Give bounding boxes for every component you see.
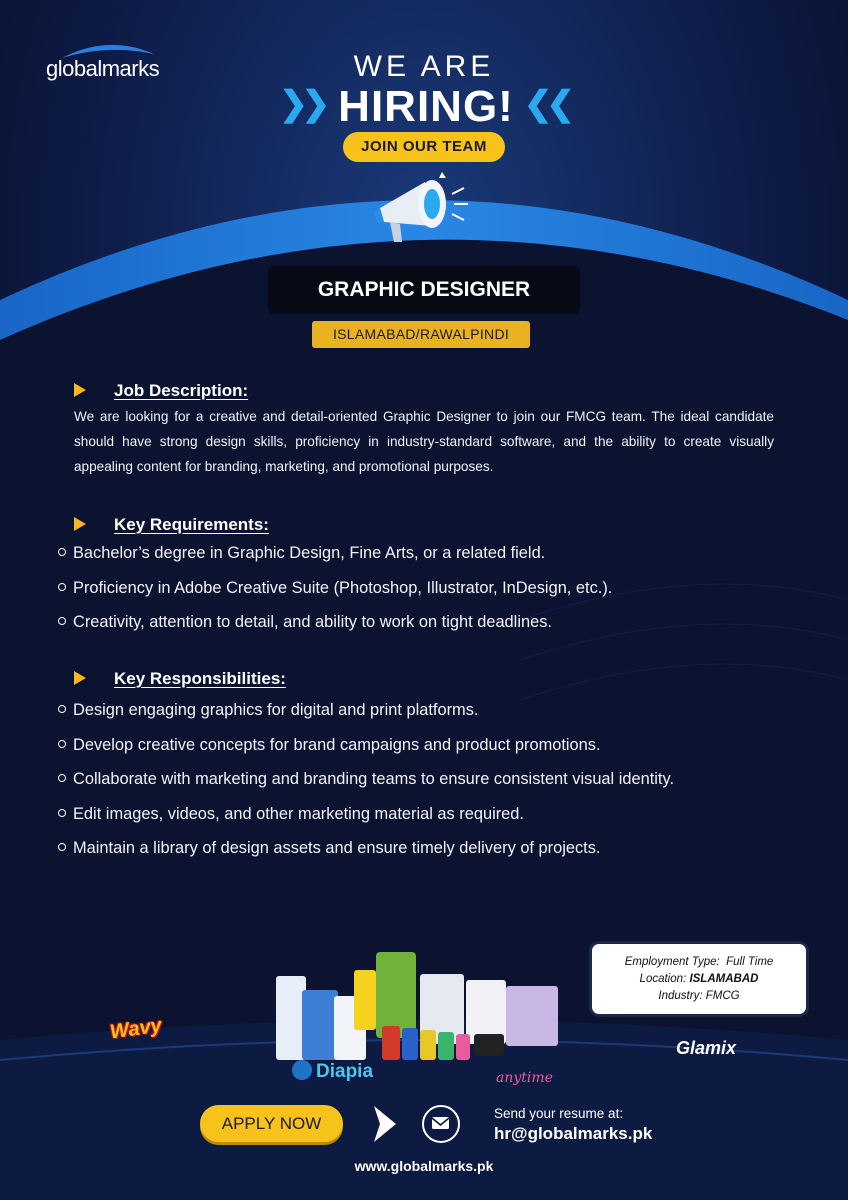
play-arrow-icon: [74, 383, 86, 397]
bullet-icon: [58, 843, 66, 851]
bullet-icon: [58, 617, 66, 625]
industry-row: Industry: FMCG: [658, 990, 740, 1002]
bullet-icon: [58, 705, 66, 713]
we-are-heading: WE ARE: [353, 50, 495, 83]
mail-icon[interactable]: [422, 1105, 460, 1143]
email-link[interactable]: hr@globalmarks.pk: [494, 1124, 653, 1143]
send-resume-label: Send your resume at:: [494, 1106, 624, 1121]
anytime-brand-logo: anytime: [496, 1070, 553, 1086]
location-row: Location: ISLAMABAD: [639, 973, 759, 985]
list-item: Develop creative concepts for brand campaigns and product promotions.: [58, 728, 818, 763]
bullet-icon: [58, 583, 66, 591]
diapia-badge-icon: [292, 1060, 312, 1080]
requirements-list: [58, 536, 818, 640]
job-location-badge: ISLAMABAD/RAWALPINDI: [312, 321, 530, 348]
list-item: Design engaging graphics for digital and print platforms.: [58, 693, 818, 728]
bullet-icon: [58, 774, 66, 782]
key-responsibilities-heading: Key Responsibilities:: [74, 669, 286, 689]
play-arrow-icon: [74, 517, 86, 531]
employment-info-card: [592, 944, 806, 1014]
diapia-brand-logo: Diapia: [292, 1060, 373, 1083]
product-lineup-image: [270, 946, 570, 1066]
job-description-text: We are looking for a creative and detail-oriented Graphic Designer to join our FMCG team. The ideal candidate should have strong design skills, proficiency in industry-standard software, and the ability to create visually appealing content for branding, marketing, and promotional purposes.: [74, 409, 774, 474]
bullet-icon: [58, 809, 66, 817]
list-item: Maintain a library of design assets and ensure timely delivery of projects.: [58, 831, 818, 866]
bullet-icon: [58, 548, 66, 556]
play-arrow-icon: [74, 671, 86, 685]
megaphone-icon: [370, 168, 474, 248]
chevron-right-icon: [370, 1104, 400, 1144]
job-description-heading: Job Description:: [74, 381, 248, 401]
list-item: Bachelor’s degree in Graphic Design, Fine Arts, or a related field.: [58, 536, 818, 571]
hiring-text: HIRING!: [338, 82, 514, 131]
employment-type-row: Employment Type: Full Time: [624, 956, 774, 968]
website-link[interactable]: www.globalmarks.pk: [354, 1158, 494, 1174]
responsibilities-list: [58, 693, 818, 866]
double-chevron-right-icon: ❯❯: [279, 85, 325, 123]
list-item: Creativity, attention to detail, and ability to work on tight deadlines.: [58, 605, 818, 640]
hiring-heading: [0, 82, 848, 132]
join-our-team-badge: JOIN OUR TEAM: [343, 132, 505, 162]
bullet-icon: [58, 740, 66, 748]
glamix-brand-logo: Glamix: [676, 1038, 737, 1058]
list-item: Proficiency in Adobe Creative Suite (Photoshop, Illustrator, InDesign, etc.).: [58, 571, 818, 606]
wavy-brand-logo: Wavy: [108, 1014, 164, 1044]
list-item: Edit images, videos, and other marketing material as required.: [58, 797, 818, 832]
logo-text: globalmarks: [46, 56, 160, 81]
job-title: GRAPHIC DESIGNER: [268, 266, 580, 314]
apply-now-button[interactable]: APPLY NOW: [200, 1105, 343, 1142]
key-requirements-heading: Key Requirements:: [74, 515, 269, 535]
double-chevron-left-icon: ❮❮: [523, 85, 569, 123]
list-item: Collaborate with marketing and branding teams to ensure consistent visual identity.: [58, 762, 818, 797]
envelope-icon: [424, 1107, 457, 1140]
